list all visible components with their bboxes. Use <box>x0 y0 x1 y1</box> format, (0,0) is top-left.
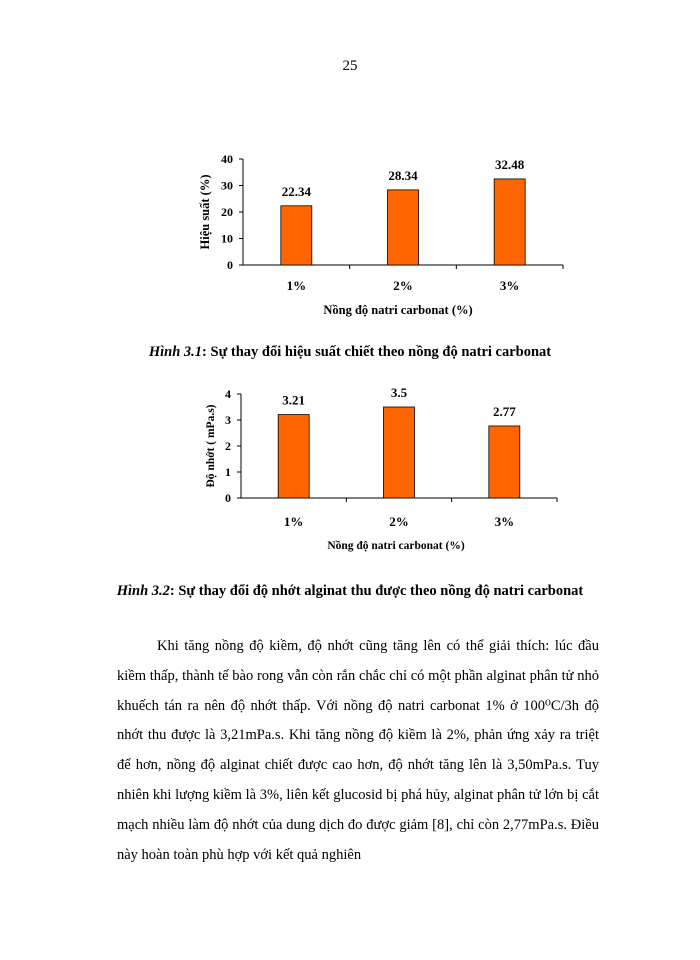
bar-value-label: 32.48 <box>495 156 525 172</box>
bar-value-label: 2.77 <box>492 403 516 419</box>
bar-value-label: 3.21 <box>282 392 306 408</box>
figure-3-1-label: Hình 3.1 <box>148 344 203 360</box>
y-tick-label: 30 <box>221 178 233 193</box>
body-paragraph <box>117 632 599 870</box>
y-tick-label: 3 <box>225 413 231 427</box>
y-axis-title: Hiệu suất (%) <box>198 174 212 250</box>
x-axis-title: Nồng độ natri carbonat (%) <box>323 303 473 317</box>
x-tick-label: 3% <box>494 514 515 529</box>
y-tick-label: 40 <box>221 152 233 166</box>
x-tick-label: 1% <box>286 278 307 293</box>
y-tick-label: 0 <box>225 491 231 505</box>
x-tick-label: 2% <box>393 278 413 293</box>
bar-value-label: 22.34 <box>281 183 311 199</box>
x-tick-label: 2% <box>389 514 409 529</box>
figure-3-1-text: : Sự thay đổi hiệu suất chiết theo nồng độ natri carbonat <box>202 344 552 360</box>
y-tick-label: 20 <box>221 205 233 219</box>
figure-3-2-label: Hình 3.2 <box>116 583 170 599</box>
figure-3-2-caption <box>100 578 600 605</box>
body-paragraph-text: Khi tăng nồng độ kiềm, độ nhớt cũng tăng lên có thể giải thích: lúc đầu kiềm thấp, thành tế bào rong vẫn còn rắn chắc chỉ có một phần alginat phân tử nhỏ khuếch tán ra nên độ nhớt thấp. Với nồng độ natri carbonat 1% ở 100⁰C/3h độ nhớt thu được là 3,21mPa.s. Khi tăng nồng độ kiềm là 2%, phản ứng xảy ra triệt để hơn, nồng độ alginat chiết được cao hơn, độ nhớt tăng lên là 3,50mPa.s. Tuy nhiên khi lượng kiềm là 3%, liên kết glucosid bị phá hủy, alginat phân tử lớn bị cắt mạch nhiều làm độ nhớt của dung dịch đo được giảm [8], chỉ còn 2,77mPa.s. Điều này hoàn toàn phù hợp với kết quả nghiên <box>117 638 599 863</box>
bar-value-label: 3.5 <box>390 385 408 400</box>
x-tick-label: 3% <box>499 278 520 293</box>
y-axis-title: Độ nhớt ( mPa.s) <box>205 404 217 488</box>
bar <box>489 426 520 498</box>
y-tick-label: 4 <box>225 387 231 401</box>
bar <box>278 415 309 498</box>
y-tick-label: 10 <box>221 231 233 246</box>
page-number: 25 <box>342 58 358 74</box>
x-axis-title: Nồng độ natri carbonat (%) <box>327 540 465 552</box>
bar <box>384 407 415 498</box>
y-tick-label: 2 <box>225 439 231 453</box>
x-tick-label: 1% <box>283 514 304 529</box>
figure-3-2-text: : Sự thay đổi độ nhớt alginat thu được theo nồng độ natri carbonat <box>169 583 584 599</box>
y-tick-label: 0 <box>227 258 233 272</box>
y-tick-label: 1 <box>225 465 231 479</box>
bar-value-label: 28.34 <box>388 167 418 183</box>
